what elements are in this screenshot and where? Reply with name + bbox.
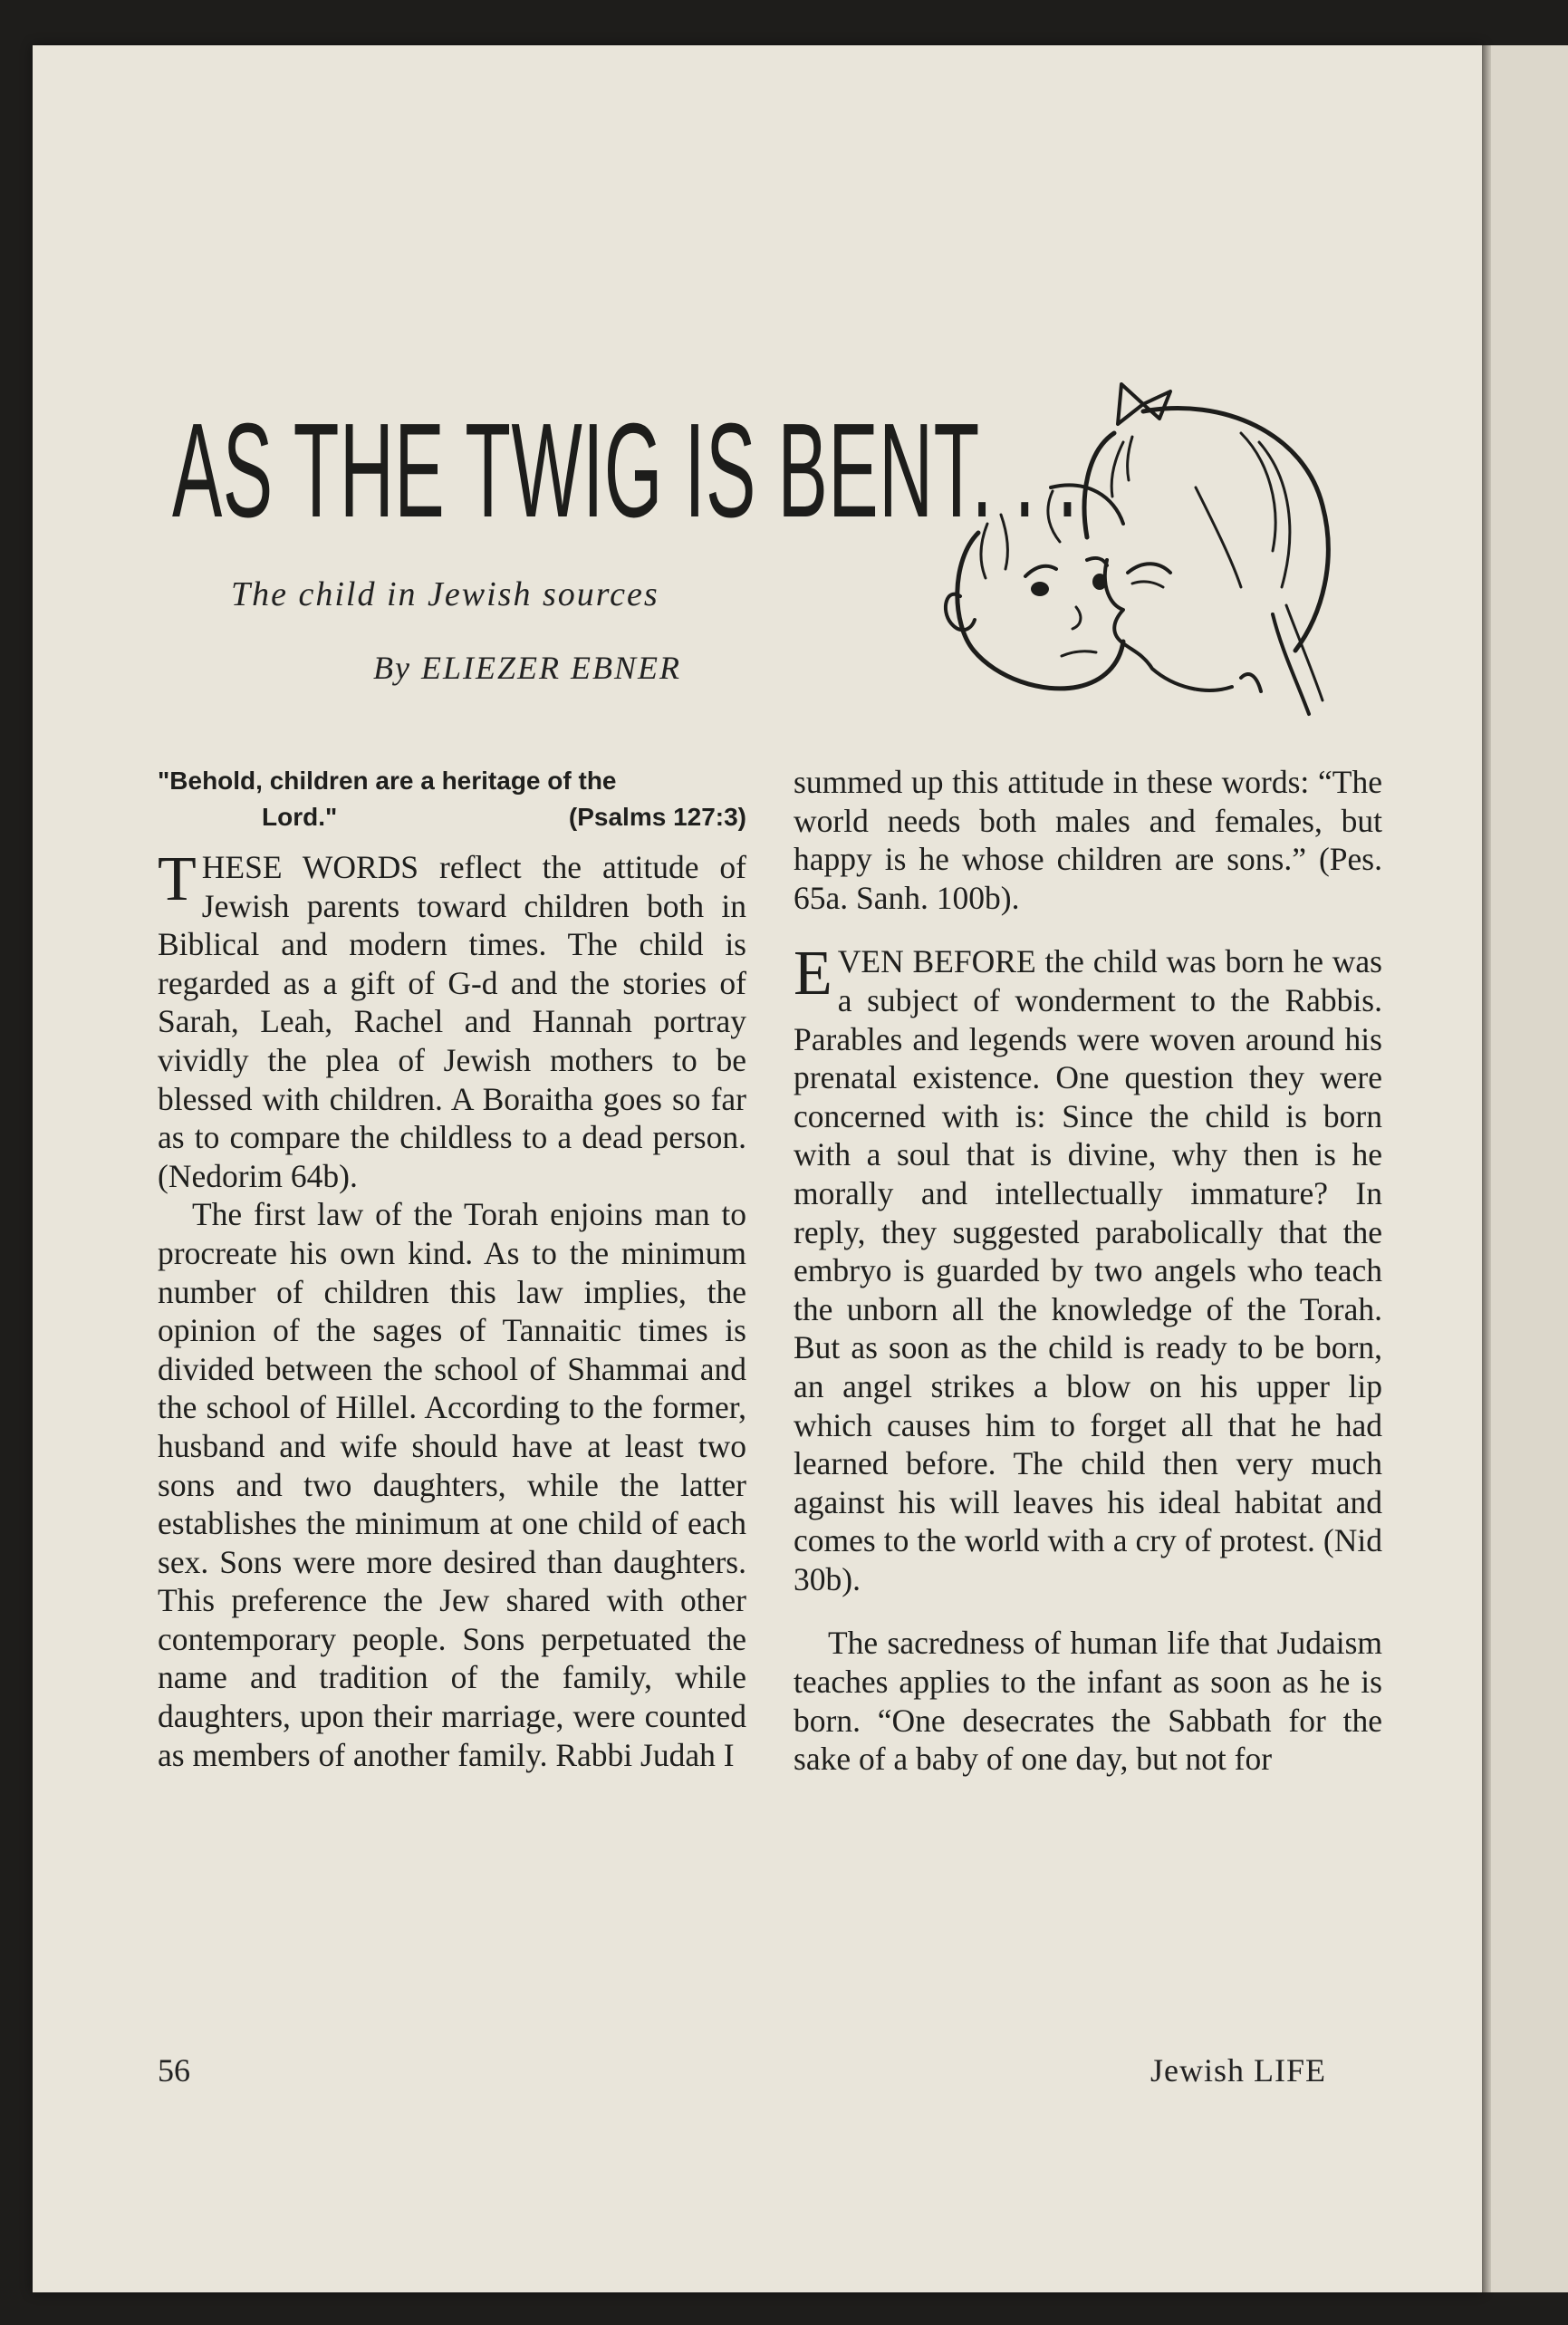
- right-paragraph-1: summed up this attitude in these words: “The world needs both males and females, but happy is he whose children are sons.” (Pes. 65a. Sanh. 100b).: [794, 764, 1382, 916]
- article-byline: By ELIEZER EBNER: [373, 650, 681, 686]
- epigraph-word: Lord.": [262, 803, 338, 831]
- drop-cap: E: [794, 939, 832, 1009]
- right-paragraph-2: [794, 939, 1382, 1598]
- adjacent-page-edge: [1491, 45, 1568, 2292]
- left-column: [158, 763, 746, 1774]
- left-paragraph-2: The first law of the Torah enjoins man to procreate his own kind. As to the minimum number of children this law implies, the opinion of the sages of Tannaitic times is divided between the school of Shammai and the school of Hillel. According to the former, husband and wife should have at least two sons and two daughters, while the latter establishes the minimum at one child of each sex. Sons were more desired than daughters. This preference the Jew shared with other contemporary people. Sons perpetuated the name and tradition of the family, while daughters, upon their marriage, were counted as members of another family. Rabbi Judah I: [158, 1196, 746, 1773]
- article-title: AS THE TWIG IS BENT. . .: [172, 396, 1079, 545]
- page-number: 56: [158, 2052, 190, 2089]
- page-gutter: [1482, 45, 1491, 2292]
- drop-cap: T: [158, 844, 197, 914]
- epigraph-source: (Psalms 127:3): [568, 803, 746, 831]
- right-paragraph-3: The sacredness of human life that Judaism teaches applies to the infant as soon as he is born. “One desecrates the Sabbath for the sake of a baby of one day, but not for: [794, 1625, 1382, 1778]
- publication-name: Jewish LIFE: [1150, 2052, 1326, 2089]
- left-paragraph-1: [158, 844, 746, 1195]
- epigraph: [158, 763, 746, 835]
- epigraph-line: "Behold, children are a heritage of the: [158, 767, 617, 795]
- paragraph-text: VEN BEFORE the child was born he was a subject of wonderment to the Rabbis. Parables and legends were woven around his prenatal existence. One question they were concerned with is: Since the child is born with a soul that is divine, why then is he morally and intellectually immature? In reply, they suggested parabolically that the embryo is guarded by two angels who teach the unborn all the knowledge of the Torah. But as soon as the child is ready to be born, an angel strikes a blow on his upper lip which causes him to forget all that he had learned before. The child then very much against his will leaves his ideal habitat and comes to the world with a cry of protest. (Nid 30b).: [794, 943, 1382, 1597]
- paragraph-text: HESE WORDS reflect the attitude of Jewish parents toward children both in Biblical and modern times. The child is regarded as a gift of G-d and the stories of Sarah, Leah, Rachel and Hannah portray vividly the plea of Jewish mothers to be blessed with children. A Boraitha goes so far as to compare the childless to a dead person. (Nedorim 64b).: [158, 849, 746, 1194]
- children-faces-illustration-icon: [815, 379, 1359, 732]
- article-subtitle: The child in Jewish sources: [231, 575, 659, 613]
- right-column: [794, 763, 1382, 1779]
- epigraph-end: [158, 799, 746, 835]
